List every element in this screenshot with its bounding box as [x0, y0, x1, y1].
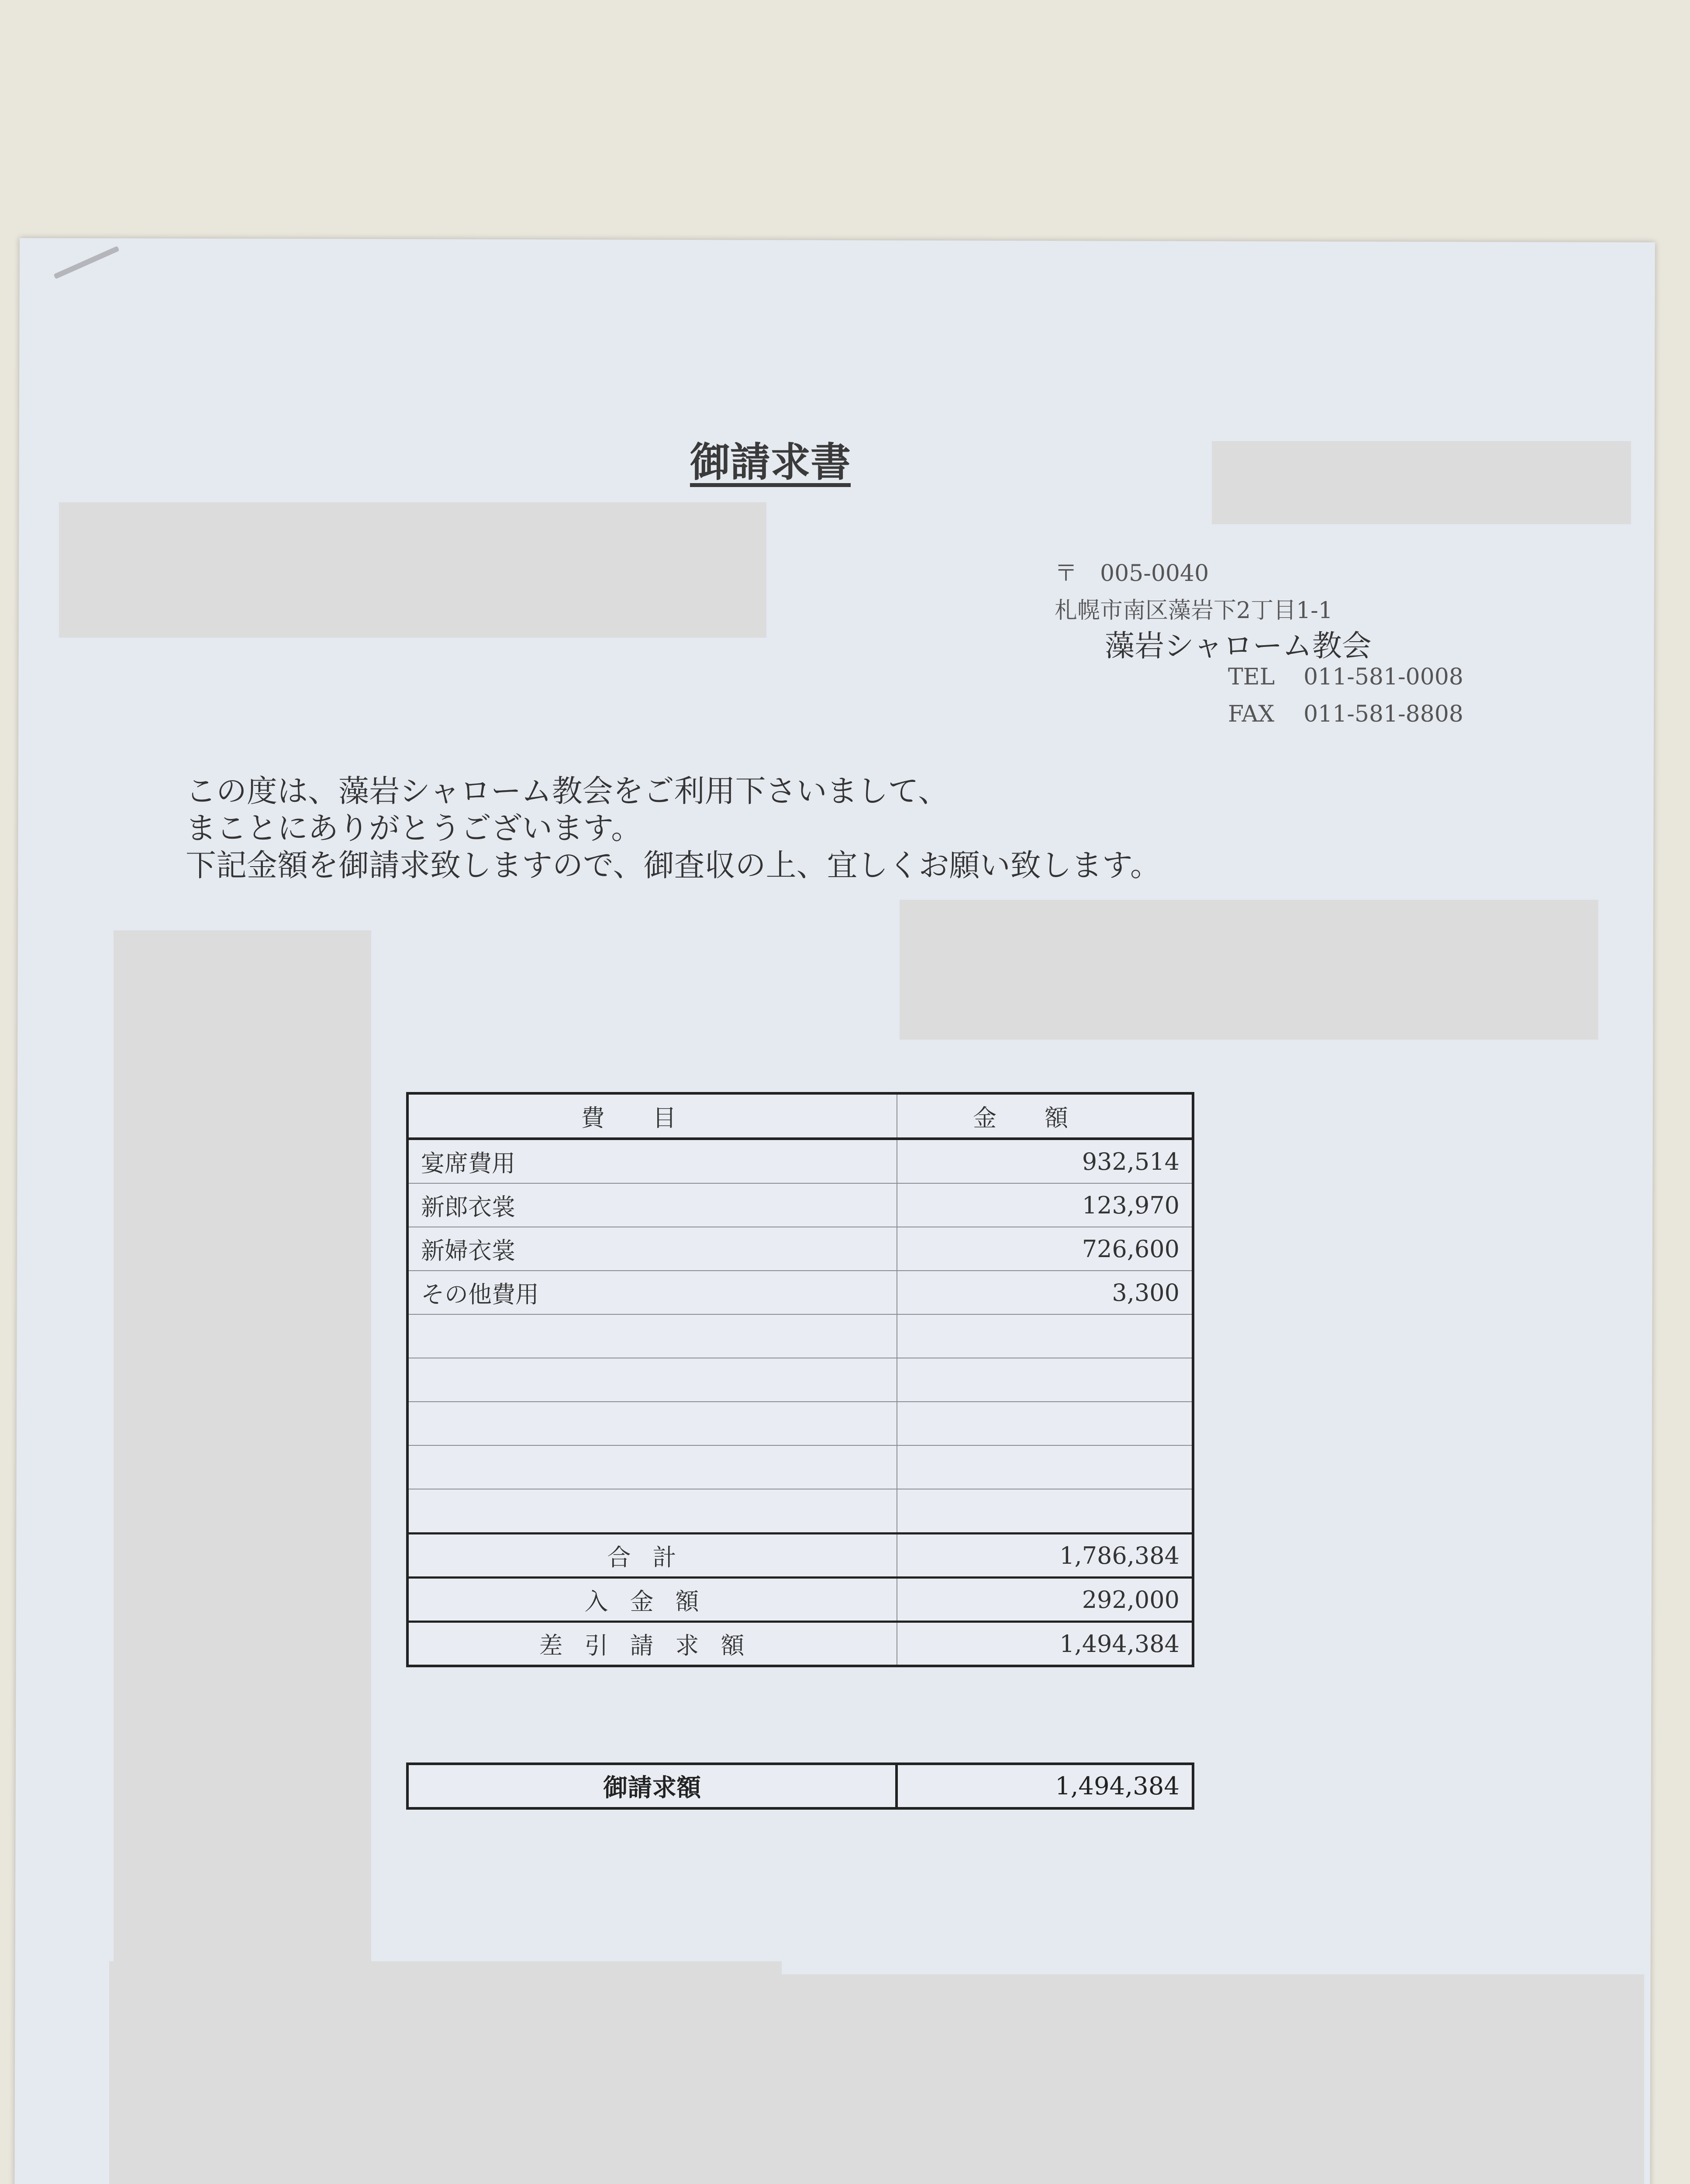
table-row-empty	[407, 1445, 1193, 1489]
charges-table	[406, 1092, 1194, 1667]
row-amount: 3,300	[897, 1271, 1193, 1314]
row-item	[407, 1489, 897, 1534]
sender-name: 藻岩シャローム教会	[1105, 629, 1372, 663]
payment-received-row	[407, 1578, 1193, 1622]
greeting-line-2: まことにありがとうございます。	[186, 810, 642, 846]
fax-number: 011-581-8808	[1304, 701, 1463, 727]
total-row	[407, 1534, 1193, 1578]
redacted-bottom	[777, 1974, 1644, 2184]
row-amount: 726,600	[897, 1227, 1193, 1271]
row-item	[407, 1358, 897, 1402]
table-row	[407, 1183, 1193, 1227]
table-row	[407, 1271, 1193, 1314]
sender-address: 札幌市南区藻岩下2丁目1-1	[1055, 598, 1333, 624]
row-amount	[897, 1445, 1193, 1489]
row-item: 新郎衣裳	[407, 1183, 897, 1227]
total-label: 合計	[407, 1534, 897, 1578]
balance-label: 差引請求額	[407, 1622, 897, 1666]
balance-row	[407, 1622, 1193, 1666]
row-amount	[897, 1314, 1193, 1358]
row-amount	[897, 1358, 1193, 1402]
redacted-bottom-left	[109, 1961, 782, 2184]
row-amount: 123,970	[897, 1183, 1193, 1227]
greeting-line-3: 下記金額を御請求致しますので、御査収の上、宜しくお願い致します。	[186, 847, 1161, 883]
fax-label: FAX	[1228, 701, 1275, 727]
row-item: 宴席費用	[407, 1139, 897, 1183]
row-item: 新婦衣裳	[407, 1227, 897, 1271]
table-row-empty	[407, 1314, 1193, 1358]
balance-amount: 1,494,384	[897, 1622, 1193, 1666]
row-item: その他費用	[407, 1271, 897, 1314]
redacted-date	[1212, 441, 1631, 524]
table-row-empty	[407, 1358, 1193, 1402]
payment-received-label: 入金額	[407, 1578, 897, 1622]
row-item	[407, 1314, 897, 1358]
header-amount: 金額	[897, 1093, 1193, 1139]
billed-label: 御請求額	[407, 1764, 897, 1808]
total-amount: 1,786,384	[897, 1534, 1193, 1578]
document-title: 御請求書	[690, 439, 851, 486]
redacted-block-left	[114, 930, 371, 1970]
greeting-line-1: この度は、藻岩シャローム教会をご利用下さいまして、	[186, 773, 949, 809]
row-amount: 932,514	[897, 1139, 1193, 1183]
tel-label: TEL	[1228, 664, 1275, 690]
billed-row	[407, 1764, 1193, 1808]
billed-amount: 1,494,384	[897, 1764, 1193, 1808]
row-amount	[897, 1402, 1193, 1445]
row-amount	[897, 1489, 1193, 1534]
tel-number: 011-581-0008	[1304, 664, 1463, 690]
row-item	[407, 1445, 897, 1489]
postal-code: 〒 005-0040	[1055, 560, 1209, 587]
payment-received-amount: 292,000	[897, 1578, 1193, 1622]
table-row-empty	[407, 1489, 1193, 1534]
table-header-row	[407, 1093, 1193, 1139]
table-row-empty	[407, 1402, 1193, 1445]
table-row	[407, 1139, 1193, 1183]
billed-amount-box	[406, 1762, 1194, 1810]
row-item	[407, 1402, 897, 1445]
header-item: 費目	[407, 1093, 897, 1139]
redacted-recipient	[59, 502, 766, 638]
table-row	[407, 1227, 1193, 1271]
redacted-block-right	[900, 900, 1598, 1040]
